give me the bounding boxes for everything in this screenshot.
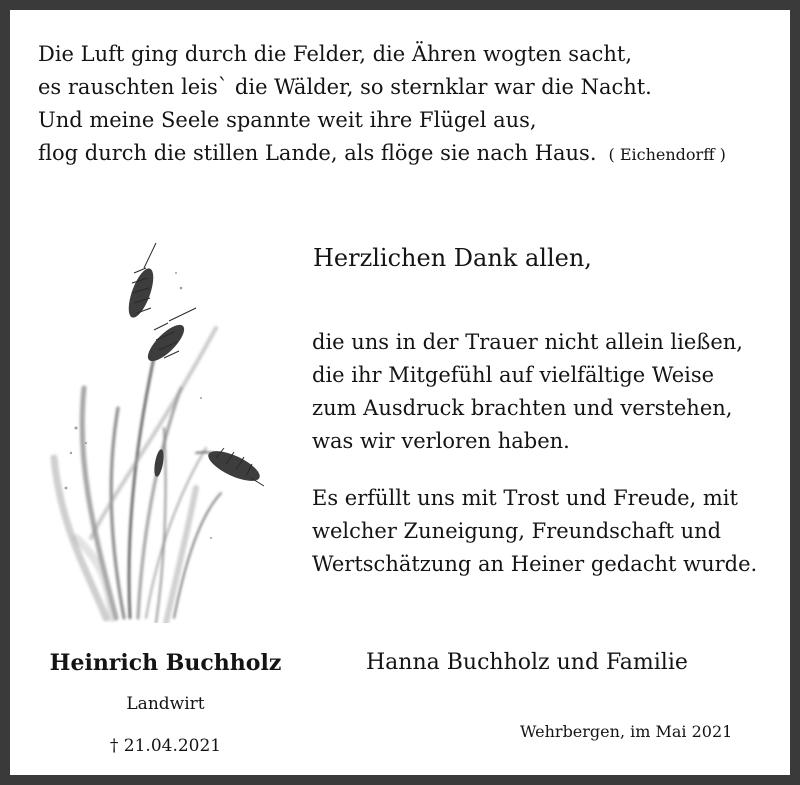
place-date: Wehrbergen, im Mai 2021 xyxy=(520,722,733,741)
poem-line-text: flog durch die stillen Lande, als flöge sie nach Haus. xyxy=(38,141,597,165)
poem-attribution: ( Eichendorff ) xyxy=(608,145,726,164)
poem xyxy=(38,38,778,171)
thanks-body-line: was wir verloren haben. xyxy=(312,429,570,453)
poem-line: Die Luft ging durch die Felder, die Ähren wogten sacht, xyxy=(38,42,633,66)
trost-line: Wertschätzung an Heiner gedacht wurde. xyxy=(312,552,758,576)
deceased-death-date: † 21.04.2021 xyxy=(109,736,222,756)
obituary-card xyxy=(10,10,790,775)
thanks-heading: Herzlichen Dank allen, xyxy=(313,244,592,272)
thanks-body-line: die ihr Mitgefühl auf vielfältige Weise xyxy=(312,363,715,387)
poem-line xyxy=(38,137,778,171)
family-signature: Hanna Buchholz und Familie xyxy=(366,650,688,675)
thanks-body-line: die uns in der Trauer nicht allein ließen, xyxy=(312,330,743,354)
deceased-occupation: Landwirt xyxy=(126,694,205,714)
wheat-ears-illustration-icon xyxy=(46,238,266,623)
thanks-body-line: zum Ausdruck brachten und verstehen, xyxy=(312,396,733,420)
trost-line: Es erfüllt uns mit Trost und Freude, mit xyxy=(312,486,738,510)
trost-line: welcher Zuneigung, Freundschaft und xyxy=(312,519,722,543)
trost-paragraph xyxy=(312,482,757,581)
thanks-body xyxy=(312,326,743,458)
deceased-name: Heinrich Buchholz xyxy=(49,650,282,676)
poem-line: Und meine Seele spannte weit ihre Flügel aus, xyxy=(38,108,537,132)
poem-line: es rauschten leis` die Wälder, so sternklar war die Nacht. xyxy=(38,75,652,99)
